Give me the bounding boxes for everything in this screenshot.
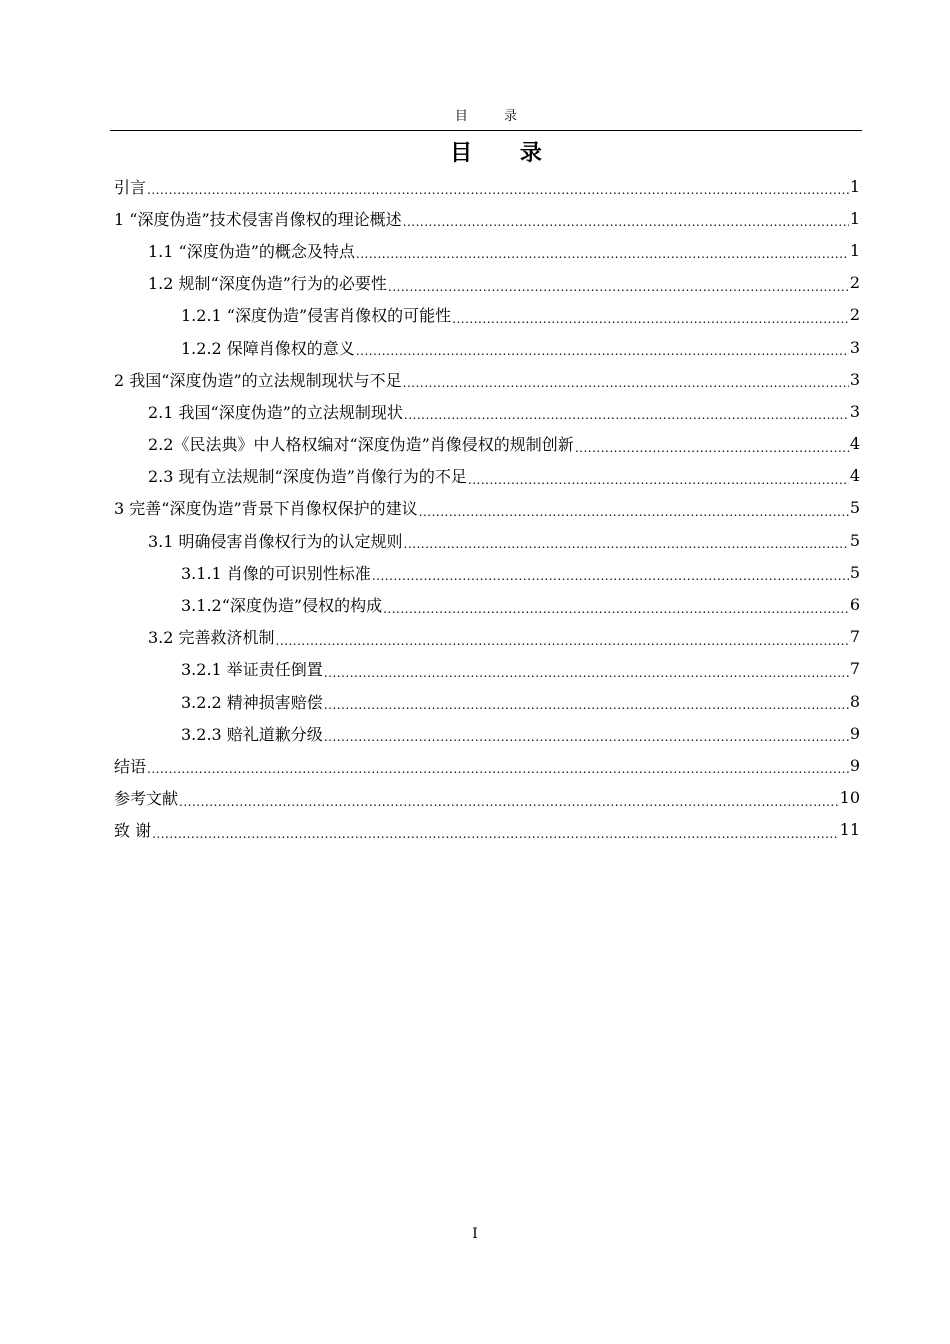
toc-entry[interactable] bbox=[114, 814, 860, 846]
toc-entry-page: 7 bbox=[849, 627, 860, 647]
dot-leader bbox=[324, 730, 849, 744]
toc-entry-label: 结语 bbox=[114, 756, 147, 776]
toc-entry[interactable] bbox=[114, 685, 860, 717]
toc-entry[interactable] bbox=[114, 428, 860, 460]
toc-entry-label: 3.2.1 举证责任倒置 bbox=[181, 660, 323, 680]
toc-entry-page: 3 bbox=[849, 337, 860, 357]
toc-entry-label: 2.1 我国“深度伪造”的立法规制现状 bbox=[148, 402, 403, 422]
dot-leader bbox=[452, 312, 849, 326]
dot-leader bbox=[468, 473, 849, 487]
toc-entry[interactable] bbox=[114, 653, 860, 685]
toc-entry-page: 4 bbox=[849, 434, 860, 454]
toc-entry-page: 9 bbox=[849, 755, 860, 775]
dot-leader bbox=[147, 762, 849, 776]
toc-entry-page: 11 bbox=[839, 820, 860, 840]
toc-entry-label: 2.2《民法典》中人格权编对“深度伪造”肖像侵权的规制创新 bbox=[148, 435, 574, 455]
toc-entry-page: 9 bbox=[849, 723, 860, 743]
dot-leader bbox=[388, 280, 849, 294]
toc-entry-page: 2 bbox=[849, 305, 860, 325]
toc-entry[interactable] bbox=[114, 524, 860, 556]
toc-entry-page: 5 bbox=[849, 530, 860, 550]
toc-entry-page: 5 bbox=[849, 562, 860, 582]
dot-leader bbox=[356, 344, 849, 358]
toc-entry-label: 1.2.1 “深度伪造”侵害肖像权的可能性 bbox=[181, 306, 452, 326]
toc-entry-page: 1 bbox=[849, 208, 860, 228]
toc-entry-label: 3.1.2“深度伪造”侵权的构成 bbox=[181, 596, 383, 616]
page-title: 目 录 bbox=[450, 141, 562, 166]
toc-entry-page: 6 bbox=[849, 595, 860, 615]
dot-leader bbox=[403, 215, 849, 229]
toc-entry-page: 8 bbox=[849, 691, 860, 711]
dot-leader bbox=[152, 827, 839, 841]
dot-leader bbox=[324, 698, 849, 712]
dot-leader bbox=[356, 247, 849, 261]
toc-entry[interactable] bbox=[114, 395, 860, 427]
toc-entry[interactable] bbox=[114, 299, 860, 331]
toc-entry-label: 1.2 规制“深度伪造”行为的必要性 bbox=[148, 274, 387, 294]
toc-entry-label: 3 完善“深度伪造”背景下肖像权保护的建议 bbox=[114, 499, 418, 519]
dot-leader bbox=[403, 376, 849, 390]
toc-entry[interactable] bbox=[114, 749, 860, 781]
toc-entry-page: 2 bbox=[849, 273, 860, 293]
dot-leader bbox=[147, 183, 849, 197]
dot-leader bbox=[179, 795, 839, 809]
toc-entry-label: 3.2.3 赔礼道歉分级 bbox=[181, 724, 323, 744]
running-header bbox=[110, 104, 862, 131]
toc-entry-label: 3.1 明确侵害肖像权行为的认定规则 bbox=[148, 531, 403, 551]
running-header-text: 目 录 bbox=[454, 109, 534, 124]
toc-entry[interactable] bbox=[114, 460, 860, 492]
toc-entry-label: 2.3 现有立法规制“深度伪造”肖像行为的不足 bbox=[148, 467, 467, 487]
toc-entry[interactable] bbox=[114, 363, 860, 395]
toc-entry-label: 1.1 “深度伪造”的概念及特点 bbox=[148, 241, 355, 261]
toc-entry[interactable] bbox=[114, 202, 860, 234]
toc-entry-page: 1 bbox=[849, 240, 860, 260]
toc-entry-page: 7 bbox=[849, 659, 860, 679]
toc-entry[interactable] bbox=[114, 588, 860, 620]
toc-entry-label: 3.2 完善救济机制 bbox=[148, 628, 275, 648]
toc-entry-page: 1 bbox=[849, 176, 860, 196]
toc-entry[interactable] bbox=[114, 621, 860, 653]
toc-entry-label: 引言 bbox=[114, 177, 147, 197]
dot-leader bbox=[276, 634, 849, 648]
toc-entry[interactable] bbox=[114, 234, 860, 266]
toc-entry-page: 3 bbox=[849, 369, 860, 389]
toc-entry[interactable] bbox=[114, 717, 860, 749]
toc-entry[interactable] bbox=[114, 267, 860, 299]
table-of-contents bbox=[114, 170, 860, 846]
dot-leader bbox=[383, 602, 849, 616]
toc-entry-label: 致 谢 bbox=[114, 821, 152, 841]
dot-leader bbox=[404, 537, 849, 551]
dot-leader bbox=[324, 666, 849, 680]
toc-entry-page: 3 bbox=[849, 401, 860, 421]
toc-entry-label: 1 “深度伪造”技术侵害肖像权的理论概述 bbox=[114, 209, 402, 229]
toc-entry-label: 参考文献 bbox=[114, 789, 179, 809]
toc-entry[interactable] bbox=[114, 492, 860, 524]
toc-entry-label: 3.1.1 肖像的可识别性标准 bbox=[181, 563, 371, 583]
toc-entry-page: 5 bbox=[849, 498, 860, 518]
toc-entry-label: 1.2.2 保障肖像权的意义 bbox=[181, 338, 355, 358]
toc-entry-page: 10 bbox=[839, 788, 860, 808]
dot-leader bbox=[419, 505, 849, 519]
dot-leader bbox=[372, 569, 849, 583]
dot-leader bbox=[404, 408, 849, 422]
toc-entry[interactable] bbox=[114, 556, 860, 588]
dot-leader bbox=[575, 441, 849, 455]
page-number: I bbox=[472, 1226, 478, 1242]
toc-entry-label: 2 我国“深度伪造”的立法规制现状与不足 bbox=[114, 370, 402, 390]
toc-entry-label: 3.2.2 精神损害赔偿 bbox=[181, 692, 323, 712]
toc-entry[interactable] bbox=[114, 170, 860, 202]
toc-entry-page: 4 bbox=[849, 466, 860, 486]
toc-entry[interactable] bbox=[114, 782, 860, 814]
toc-entry[interactable] bbox=[114, 331, 860, 363]
